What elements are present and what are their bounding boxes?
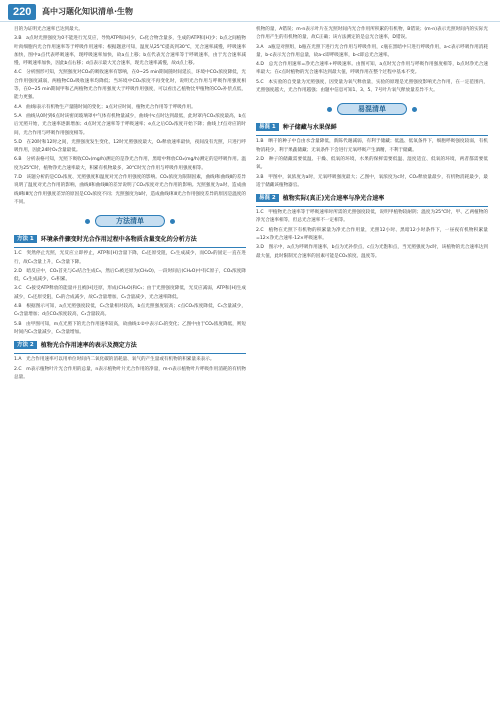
answer-paragraph: 5.C 本实验的自变量为光照强度，因变量为氧气释放量，实验的原理是光照强度影响光合作用，在一定范围内，光照强度越大，光合作用越强；由题中信息可知1、3、5、7号叶片氧气释放量差异不大。 (256, 79, 488, 94)
page-header (0, 0, 500, 22)
answer-paragraph: 4.C 分析图形可知，光照强度对CO₂的吸收速率有影响，在0~25 min期间随时间延长，环境中CO₂浓度降低，光合作用强度减弱，两植物CO₂吸收速率均降低；当环境中CO₂浓度不再变化时，说明光合作用与呼吸作用强度相等，在0~25 min期间甲和乙两植物光合作用强度大于呼吸作用强度，可以看出乙植物比甲植物的CO₂补偿点低，能力更强。 (14, 70, 246, 101)
section-banner-confusions (327, 101, 417, 117)
left-column (14, 26, 246, 383)
method-title: 环境条件骤变时光合作用过程中各物质含量变化的分析方法 (40, 236, 197, 244)
right-column (256, 26, 488, 262)
answer-paragraph: 1.C 突然停止光照，光反应立即停止，ATP和[H]含量下降，C₃还原受阻，C₃生成减少，而CO₂的固定一直在进行，故C₃含量上升，C₅含量下降。 (14, 251, 246, 265)
divider (14, 353, 246, 354)
banner-dot-icon (85, 219, 90, 224)
section-banner-label: 易混清单 (337, 103, 407, 115)
answer-paragraph: 机物的量，A错误；m-n表示叶片在光照时间内光合作用所积累的有机物，B错误；(m-n)表示光照时间内的实际光合作用产生的有机物的量，故C正确；该方法测定的是总光合速率，D错误。 (256, 27, 488, 41)
page-number: 220 (8, 4, 36, 20)
method-1-heading (14, 235, 246, 244)
answer-paragraph: 7.D 该题分析的是CO₂浓度、光照强度和温度对光合作用强度的影响。CO₂浓度为限制因素，曲线Ⅰ和曲线Ⅱ的差异说明了温度对光合作用的影响，曲线Ⅱ和曲线Ⅲ的差异说明了CO₂浓度对光合作用的影响。光照强度为a时，造成曲线Ⅱ和Ⅲ光合作用强度差异的原因是CO₂浓度不同；光照强度为b时，造成曲线Ⅰ和Ⅱ光合作用强度差异的原因是温度的不同。 (14, 175, 246, 205)
answer-paragraph: 6.B 分析表格可知，光照下吸收CO₂(mg/h)测定的是净光合作用，黑暗中释放CO₂(mg/h)测定的是呼吸作用。温度为25℃时，植物净光合速率最大，积累有机物最多，30℃时光合作用与呼吸作用强度相等。 (14, 157, 246, 171)
answer-paragraph: 2.C m表示植物叶片光合作用的总量，n表示植物叶片光合作用的净量，m-n表示植物叶片呼吸作用消耗的有机物总量。 (14, 366, 246, 380)
confuse-title: 植物实际(真正)光合速率与净光合速率 (282, 195, 385, 203)
answer-paragraph: 1.A 光合作用速率可以用单位时间内二氧化碳的消耗量、氧气的产生量或有机物的积累量来表示。 (14, 357, 215, 363)
confuse-title: 种子储藏与水果保鲜 (282, 124, 337, 132)
answer-paragraph: 2.C 植物在光照下有机物的积累量为净光合作用量，光照12小时、黑暗12小时条件下，一昼夜有机物积累量=12×净光合速率-12×呼吸速率。 (256, 227, 488, 242)
answer-paragraph: 4.B 根据图示可知，a点光照强度较低，C₃含量相对较高，b点光照强度较高；c点CO₂浓度降低，C₃含量减少，C₅含量增加；d点CO₂浓度较高，C₃含量较高。 (14, 304, 246, 318)
answer-paragraph: 5.A 曲线从0时到6点时该密闭玻璃罩中气体有机物量减少，曲线中c点时达到最低，此时罩内CO₂浓度最高，b点后光照开始，光合速率逐渐增加；d点时光合速率等于呼吸速率；e点之后CO₂浓度开始下降；曲线上f点对应的时间，光合作用与呼吸作用强度相等。 (14, 113, 246, 136)
answer-paragraph: 1.C 甲植物光合速率等于呼吸速率时所需的光照强度较低，说明甲植物较耐阴；温度为25℃时，甲、乙两植物的净光合速率相等，但总光合速率不一定相等。 (256, 210, 488, 224)
divider (256, 135, 488, 136)
method-tag: 方法 2 (14, 341, 37, 349)
answer-paragraph: 4.D 总光合作用速率=净光合速率+呼吸速率。由图可知，a点时光合作用与呼吸作用强度相等，b点时净光合速率最大；在c点时植物的光合速率达到最大值，呼吸作用在整个过程中基本不变。 (256, 62, 488, 76)
series-title: 高中习题化知识清单·生物 (42, 7, 134, 16)
method-2-heading (14, 341, 246, 350)
answer-paragraph: 3.B 甲图中，氧浓度为a时，无氧呼吸强度最大；乙图中，氧浓度为c时，CO₂释放量最少，有机物消耗最少，最适于储藏该植物器官。 (256, 174, 488, 188)
answer-paragraph: 5.B 由甲图可知，m点光照下的光合作用速率较高，故曲线①②中表示C₃的变化；乙图中由于CO₂浓度降低，则短时间内C₃含量减少，C₅含量增加。 (14, 321, 246, 335)
confuse-tag: 易混 1 (256, 123, 279, 131)
section-banner-methods (85, 213, 175, 229)
banner-dot-icon (327, 107, 332, 112)
answer-paragraph: 目的为证明光合速率已达到最大。 (14, 27, 83, 32)
confuse-1-heading (256, 123, 488, 132)
banner-dot-icon (170, 219, 175, 224)
answer-paragraph: 3.D 图示中，a点为呼吸作用速率，b点为光补偿点，c点为光饱和点，当光照强度为c时，该植物的光合速率达到最大值，此时限制光合速率的因素可能是CO₂浓度、温度等。 (256, 245, 488, 259)
answer-paragraph: 1.B 晒干的种子中自由水含量降低，新陈代谢减弱，有利于储藏；低温、低氧条件下，细胞呼吸强度较弱，有机物消耗少，利于果蔬储藏；无氧条件下会进行无氧呼吸产生酒精，不利于储藏。 (256, 139, 488, 153)
divider (14, 247, 246, 248)
answer-paragraph: 3.B a点时光照强度为0不能进行光反应，导致ATP和[H]少，C₃化合物含量多，生成的ATP和[H]少；b点之间植物叶肉细胞内光合作用速率等于呼吸作用速率；根据题意可知，温度从25℃提高到30℃，光合速率减慢，呼吸速率加快，图中a点代表呼吸速率，现呼吸速率加快，故a点上移；b点代表光合速率等于呼吸速率，由于光合速率减慢，呼吸速率加快，因此b点右移；d点表示最大光合速率，现光合速率减慢，故d点上移。 (14, 36, 246, 67)
confuse-tag: 易混 2 (256, 194, 279, 202)
answer-paragraph: 2.D 暗反应中，CO₂首先与C₅结合生成C₃，然后C₃被还原为(CH₂O)，一段时间后(CH₂O)中有C原子，CO₂浓度降低，C₃生成减少，C₅积累。 (14, 268, 246, 283)
confuse-2-heading (256, 194, 488, 203)
answer-paragraph: 5.D 在20时和12时之间，光照强度发生变化，12时光照强度最大，O₂释放速率最快，夜间没有光照，只进行呼吸作用，因此24时O₂含量最低。 (14, 139, 246, 154)
method-tag: 方法 1 (14, 235, 37, 243)
method-title: 植物光合作用速率的表示及测定方法 (40, 342, 137, 350)
banner-dot-icon (412, 107, 417, 112)
divider (256, 206, 488, 207)
section-banner-label: 方法清单 (95, 215, 165, 227)
answer-paragraph: 3.A a瓶是对照组，b瓶在光照下进行光合作用与呼吸作用，c瓶在黑暗中只进行呼吸作用，a-c表示呼吸作用消耗量，b-c表示光合作用总量，故a-c即呼吸速率，b-c即总光合速率。 (256, 44, 488, 58)
answer-paragraph: 3.C C₃接受ATP释放的能量并且被[H]还原，形成(CH₂O)和C₅；由于光照强度降低，光反应减弱，ATP和[H]生成减少，C₃还原受阻，C₅的合成减少，故C₃含量增加，C₅含量减少，光合速率降低。 (14, 286, 246, 300)
answer-paragraph: 4.A 曲线I表示有机物生产量随时间的变化；a点对应时间，植物光合作用等于呼吸作用。 (14, 104, 196, 110)
answer-paragraph: 2.D 种子的储藏需要低温、干燥、低氧的环境，水果的保鲜需要低温、湿度适宜、低氧的环境，两者都需要低氧。 (256, 156, 488, 171)
